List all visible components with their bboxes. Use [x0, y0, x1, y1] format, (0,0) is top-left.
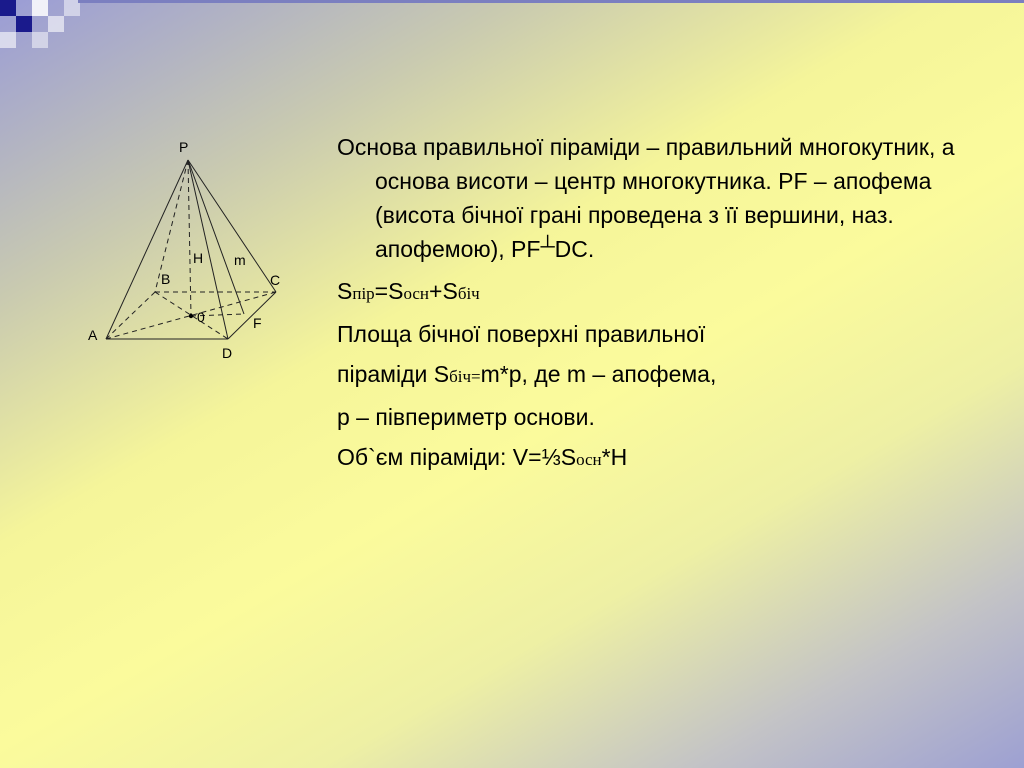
formula-plus: +S [429, 278, 458, 304]
corner-square [48, 16, 64, 32]
label-f: F [253, 315, 262, 331]
volume-text-b: *H [601, 444, 628, 470]
corner-square [0, 0, 16, 16]
label-p: P [179, 139, 189, 155]
volume-sub: осн [576, 450, 602, 469]
corner-square [32, 32, 48, 48]
lateral-text-a: піраміди S [337, 361, 450, 387]
formula-sub-bich: біч [457, 284, 480, 303]
label-a: A [88, 327, 98, 343]
lateral-text-b: m*p, де m – апофема, [480, 361, 717, 387]
slide-text [337, 130, 997, 483]
formula-eq: =S [374, 278, 404, 304]
definition-text: Основа правильної піраміди – правильний многокутник, а основа висоти – центр многокутника. PF – апофема (висота бічної грані проведена з її вершини, наз. апофемою), PF [337, 134, 955, 262]
label-b: B [161, 271, 171, 287]
label-h: H [193, 250, 204, 266]
perpendicular-symbol: ┴ [540, 236, 555, 258]
volume-text-a: Об`єм піраміди: V=⅓S [337, 444, 577, 470]
label-d: D [222, 345, 233, 361]
label-o: 0 [197, 309, 205, 325]
paragraph-lateral-area: Площа бічної поверхні правильної [337, 321, 706, 347]
corner-square [0, 32, 16, 48]
label-c: C [270, 272, 281, 288]
corner-square [32, 0, 48, 16]
lateral-sub: біч= [449, 367, 481, 386]
formula-sub-osn: осн [403, 284, 430, 303]
paragraph-lateral-formula [337, 357, 997, 394]
paragraph-semiperimeter: p – півпериметр основи. [337, 404, 595, 430]
label-m: m [234, 252, 246, 268]
paragraph-definition [337, 130, 997, 268]
corner-decoration [0, 0, 80, 50]
paragraph-surface-formula [337, 274, 997, 311]
top-rule [78, 0, 1024, 3]
corner-square [16, 16, 32, 32]
formula-s: S [337, 278, 353, 304]
definition-end: DC. [554, 236, 595, 262]
pyramid-diagram [80, 130, 320, 370]
paragraph-volume [337, 440, 997, 477]
formula-sub-pir: пір [352, 284, 375, 303]
